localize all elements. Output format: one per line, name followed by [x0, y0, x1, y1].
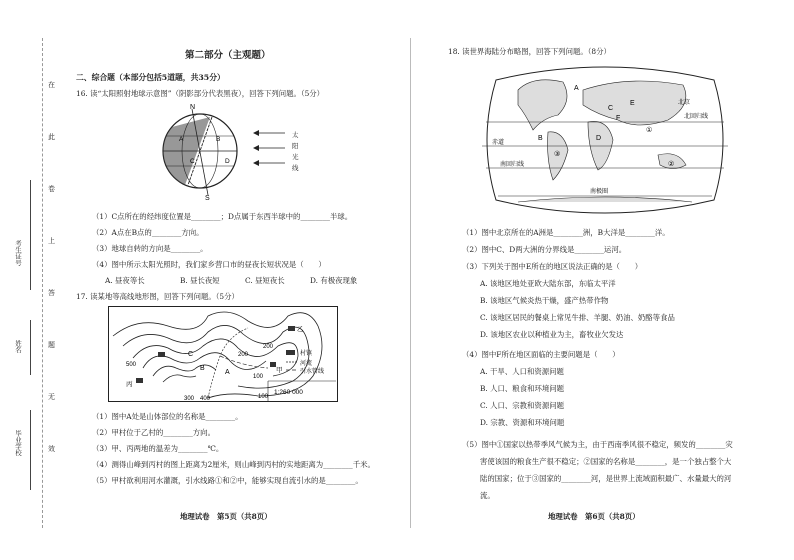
field-exam-id-label: 考生证号	[14, 240, 22, 266]
q18-item-5-line-1: （5）图中①国家以热带季风气候为主，由于西南季风很不稳定，频发的________灾	[462, 440, 733, 449]
q18-stem: 18. 读世界海陆分布略图，回答下列问题。（8分）	[448, 47, 611, 56]
q17-item-4: （4）测得山峰到丙村的图上距离为2厘米，则山峰到丙村的实地距离为________千米。	[92, 460, 375, 469]
q17-item-1: （1）图中A处是山体部位的名称是________。	[92, 412, 243, 421]
q17-legend-river: 河流	[300, 360, 313, 367]
q18-q3-option-a[interactable]: A. 该地区地处亚欧大陆东部，东临太平洋	[480, 279, 616, 288]
q17-contour-300: 300	[184, 396, 195, 402]
q18-world-map	[478, 60, 732, 218]
q18-label-a: A	[574, 85, 579, 92]
q18-item-5-line-3: 陆的国家；位于③国家的________河，是世界上流域面积最广、水量最大的河	[480, 474, 732, 483]
part-title: 第二部分（主观题）	[185, 50, 271, 61]
q16-label-s: S	[205, 195, 210, 201]
q18-q4-option-a[interactable]: A. 干旱、人口和资源问题	[480, 367, 564, 376]
q16-option-d[interactable]: D. 有极夜现象	[310, 276, 358, 285]
seal-char: 此	[48, 133, 55, 141]
name-line[interactable]	[30, 320, 31, 375]
q18-label-b: B	[538, 135, 543, 142]
q18-label-antarctic: 南极圈	[590, 188, 609, 195]
exam-id-line[interactable]	[30, 180, 31, 290]
field-school	[14, 430, 24, 456]
q18-item-3: （3）下列关于图中E所在的地区说法正确的是（ ）	[462, 262, 643, 271]
q17-contour-100b: 100	[253, 374, 264, 380]
seal-column	[48, 80, 58, 454]
q17-stem: 17. 读某地等高线地形图，回答下列问题。（5分）	[76, 292, 239, 301]
q17-point-c: C	[188, 351, 194, 358]
q18-label-3: ③	[554, 150, 561, 158]
q17-contour-400: 400	[200, 396, 211, 402]
q17-item-5: （5）甲村欲利用河水灌溉，引水线路①和②中，能够实现自流引水的是________。	[92, 476, 363, 485]
q16-label-b: B	[216, 136, 221, 143]
q18-item-1: （1）图中北京所在的A洲是________洲，B大洋是________洋。	[462, 228, 670, 237]
q17-point-jia: 甲	[276, 366, 283, 374]
q16-option-a[interactable]: A. 昼夜等长	[105, 276, 145, 285]
q17-contour-100: 100	[258, 394, 269, 400]
field-school-label: 毕业学校	[14, 430, 22, 456]
q18-label-1: ①	[646, 126, 653, 134]
field-exam-id	[14, 240, 24, 266]
q18-q3-option-d[interactable]: D. 该地区农业以种植业为主，畜牧业欠发达	[480, 330, 624, 339]
q16-item-3: （3）地球自转的方向是________。	[92, 244, 208, 253]
field-name	[14, 340, 24, 353]
seal-char: 上	[48, 237, 55, 245]
q18-label-c: C	[608, 105, 614, 112]
q18-label-equator: 赤道	[492, 139, 505, 146]
binding-line	[42, 38, 44, 528]
q16-option-c[interactable]: C. 昼短夜长	[245, 276, 285, 285]
q18-q3-option-c[interactable]: C. 该地区居民的餐桌上常见牛排、羊腿、奶油、奶酪等食品	[480, 313, 675, 322]
q18-q3-option-b[interactable]: B. 该地区气候炎热干燥，盛产热带作物	[480, 296, 609, 305]
left-footer: 地理试卷 第5页（共8页）	[180, 512, 272, 521]
q16-item-1: （1）C点所在的经纬度位置是________；D点属于东西半球中的________半球。	[92, 212, 353, 221]
seal-char: 在	[48, 81, 55, 89]
q17-item-2: （2）甲村位于乙村的________方向。	[92, 428, 215, 437]
q17-contour-200b: 200	[238, 352, 249, 358]
page-divider	[410, 38, 411, 528]
q16-label-a: A	[179, 136, 184, 143]
seal-char: 题	[48, 341, 55, 349]
q17-legend-village: 村镇	[300, 350, 313, 357]
section-title: 二、综合题（本部分包括5道题，共35分）	[76, 73, 225, 82]
q18-label-tropic-n: 北回归线	[684, 113, 709, 120]
q17-contour-500: 500	[126, 362, 137, 368]
q17-scale: 1:260 000	[274, 389, 303, 396]
q18-label-beijing: 北京	[678, 99, 691, 106]
q18-label-f: F	[616, 115, 621, 122]
q16-label-c: C	[190, 158, 195, 165]
q18-q4-option-d[interactable]: D. 宗教、资源和环境问题	[480, 418, 565, 427]
q18-q4-option-b[interactable]: B. 人口、粮食和环境问题	[480, 384, 565, 393]
q17-legend-pipe: 引水管线	[300, 368, 325, 375]
q16-label-d: D	[225, 158, 230, 165]
school-line[interactable]	[30, 410, 31, 490]
seal-char: 无	[48, 393, 55, 401]
q18-q4-option-c[interactable]: C. 人口、宗教和资源问题	[480, 401, 564, 410]
q17-point-yi: 乙	[297, 325, 304, 333]
q18-label-e: E	[630, 100, 635, 107]
q17-point-b: B	[200, 365, 205, 372]
q16-sun-label: 太阳光线	[292, 131, 299, 172]
q18-item-5-line-2: 害使该国的粮食生产很不稳定；②国家的名称是________，是一个独占整个大	[480, 457, 732, 466]
q17-item-3: （3）甲、丙两地的温差为________℃。	[92, 444, 224, 453]
q16-label-n: N	[190, 104, 196, 111]
q16-item-2: （2）A点在B点的________方向。	[92, 228, 204, 237]
q16-option-b[interactable]: B. 昼长夜短	[180, 276, 220, 285]
right-footer: 地理试卷 第6页（共8页）	[548, 512, 640, 521]
q17-point-bing: 丙	[126, 380, 133, 388]
q18-label-tropic-s: 南回归线	[500, 161, 525, 168]
q16-item-4: （4）图中所示太阳光照时，我们家乡营口市的昼夜长短状况是（ ）	[92, 260, 326, 269]
field-name-label: 姓名	[14, 340, 22, 353]
q18-label-2: ②	[668, 160, 675, 168]
q17-contour-200: 200	[263, 344, 274, 350]
q18-item-2: （2）图中C、D两大洲的分界线是________运河。	[462, 245, 627, 254]
seal-char: 答	[48, 289, 55, 297]
q18-label-d: D	[596, 135, 602, 142]
q17-contour-map	[108, 306, 338, 402]
q16-stem: 16. 读“太阳照射地球示意图”（阴影部分代表黑夜），回答下列问题。（5分）	[76, 89, 325, 98]
q18-item-4: （4）图中F所在地区面临的主要问题是（ ）	[462, 350, 620, 359]
q18-item-5-line-4: 流。	[480, 491, 495, 500]
seal-char: 卷	[48, 185, 55, 193]
q17-point-a: A	[225, 369, 230, 376]
seal-char: 效	[48, 445, 55, 453]
